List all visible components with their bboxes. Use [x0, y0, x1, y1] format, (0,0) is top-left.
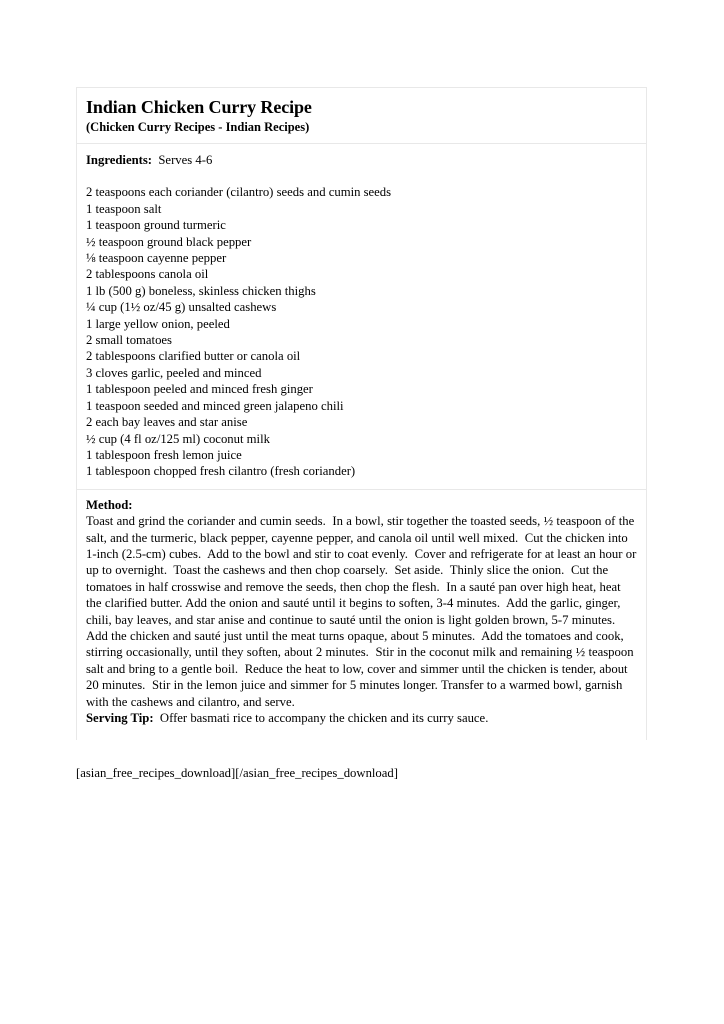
serves-value: Serves 4-6: [158, 153, 213, 167]
method-label: Method:: [86, 497, 133, 512]
list-item: 1 tablespoon chopped fresh cilantro (fresh coriander): [86, 464, 356, 479]
method-section: [77, 489, 646, 741]
list-item: 2 tablespoons canola oil: [86, 267, 209, 282]
list-item: 1 tablespoon peeled and minced fresh ginger: [86, 382, 313, 397]
list-item: 1 teaspoon salt: [86, 201, 162, 216]
list-item: 2 each bay leaves and star anise: [86, 415, 248, 430]
list-item: 3 cloves garlic, peeled and minced: [86, 365, 262, 380]
list-item: ¼ cup (1½ oz/45 g) unsalted cashews: [86, 300, 277, 315]
list-item: 2 teaspoons each coriander (cilantro) seeds and cumin seeds: [86, 185, 392, 200]
recipe-card: [76, 87, 647, 740]
list-item: 1 tablespoon fresh lemon juice: [86, 447, 242, 462]
page-subtitle: (Chicken Curry Recipes - Indian Recipes): [86, 120, 310, 134]
list-item: 1 large yellow onion, peeled: [86, 316, 230, 331]
list-item: 2 tablespoons clarified butter or canola oil: [86, 349, 301, 364]
serving-tip-label: Serving Tip:: [86, 711, 154, 725]
page-title: Indian Chicken Curry Recipe: [86, 97, 312, 117]
ingredients-section: [77, 143, 646, 489]
serving-tip: [86, 710, 637, 726]
list-item: ½ cup (4 fl oz/125 ml) coconut milk: [86, 431, 270, 446]
list-item: 1 teaspoon seeded and minced green jalapeno chili: [86, 398, 344, 413]
list-item: ⅛ teaspoon cayenne pepper: [86, 251, 227, 266]
recipe-header: [77, 88, 646, 143]
ingredients-label: Ingredients:: [86, 153, 153, 167]
list-item: 2 small tomatoes: [86, 333, 172, 348]
list-item: 1 teaspoon ground turmeric: [86, 218, 226, 233]
serves-line: [86, 152, 637, 168]
ingredients-list: [86, 184, 637, 479]
list-item: 1 lb (500 g) boneless, skinless chicken thighs: [86, 283, 316, 298]
list-item: ½ teaspoon ground black pepper: [86, 234, 252, 249]
shortcode-text: [asian_free_recipes_download][/asian_free_recipes_download]: [76, 766, 398, 780]
serving-tip-text: Offer basmati rice to accompany the chicken and its curry sauce.: [159, 711, 489, 725]
method-body: Toast and grind the coriander and cumin seeds. In a bowl, stir together the toasted seeds, ½ teaspoon of the salt, and the turmeric, black pepper, cayenne pepper, and canola oil until well mixed. Cut the chicken into 1-inch (2.5-cm) cubes. Add to the bowl and stir to coat evenly. Cover and refrigerate for at least an hour or up to overnight. Toast the cashews and then chop coarsely. Set aside. Thinly slice the onion. Cut the tomatoes in half crosswise and remove the seeds, then chop the flesh. In a sauté pan over high heat, heat the clarified butter. Add the onion and sauté until it begins to soften, 3-4 minutes. Add the garlic, ginger, chili, bay leaves, and star anise and continue to sauté until the onion is light golden brown, 5-7 minutes. Add the chicken and sauté just until the meat turns opaque, about 5 minutes. Add the tomatoes and cook, stirring occasionally, until they soften, about 2 minutes. Stir in the coconut milk and remaining ½ teaspoon salt and bring to a gentle boil. Reduce the heat to low, cover and simmer until the chicken is tender, about 20 minutes. Stir in the lemon juice and simmer for 5 minutes longer. Transfer to a warmed bowl, garnish with the cashews and cilantro, and serve.: [86, 514, 640, 709]
